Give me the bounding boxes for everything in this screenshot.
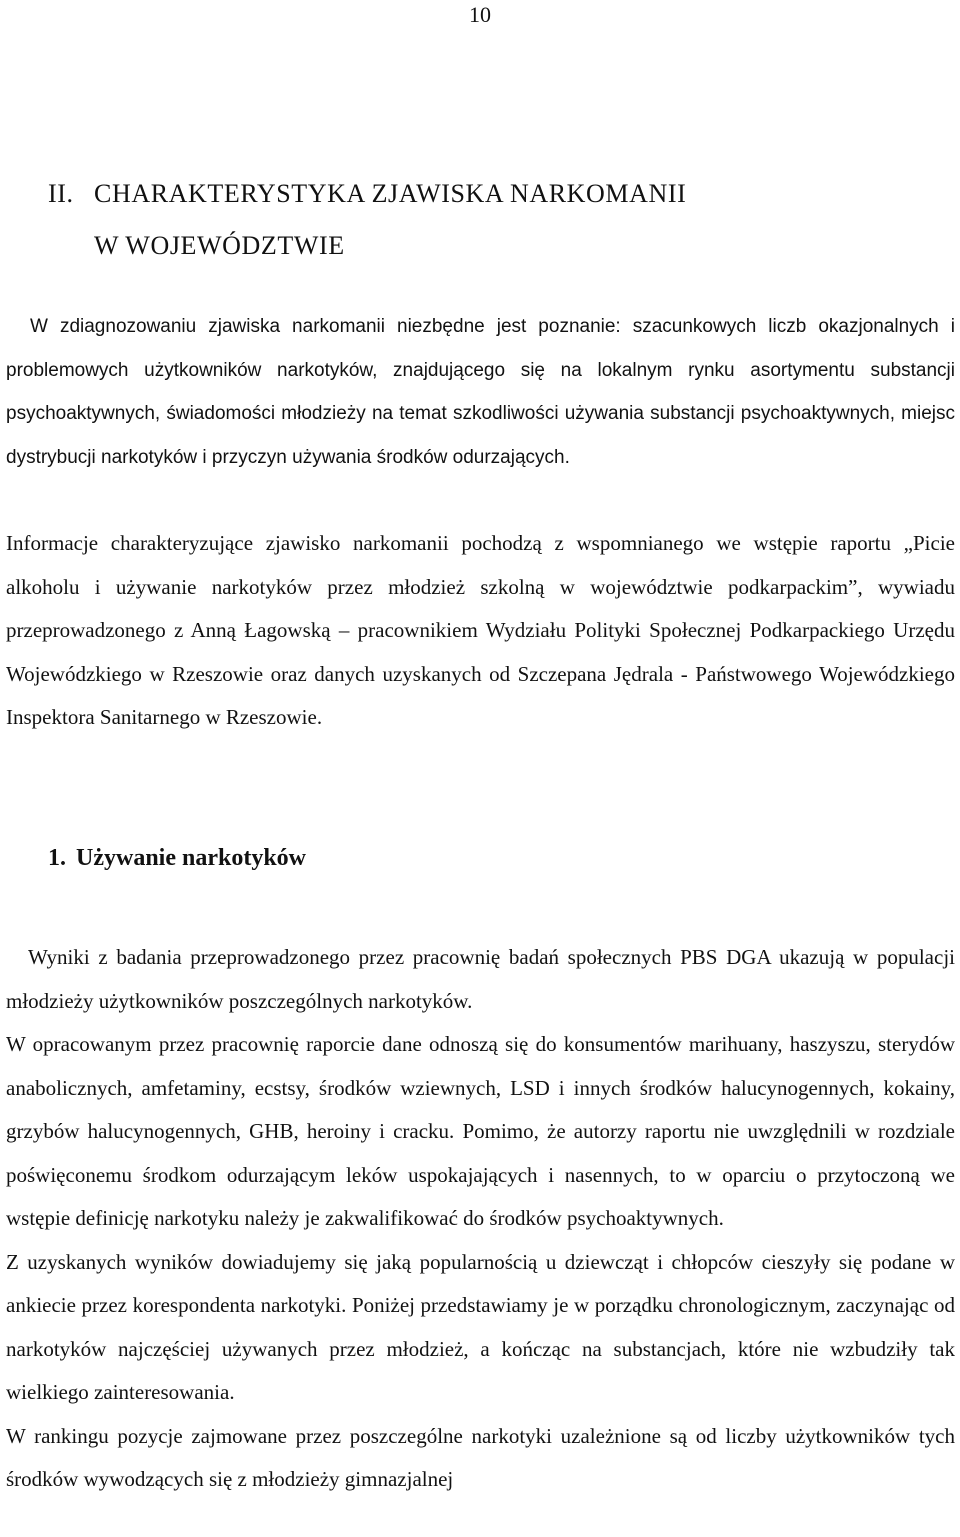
- section-paragraph-4: W rankingu pozycje zajmowane przez poszczególne narkotyki uzależnione są od liczby użytkowników tych środków wywodzących się z młodzieży gimnazjalnej: [6, 1423, 955, 1491]
- intro-paragraph: W zdiagnozowaniu zjawiska narkomanii niezbędne jest poznanie: szacunkowych liczb okazjonalnych i problemowych użytkowników narkotyków, znajdującego się na lokalnym rynku asortymentu substancji psychoaktywnych, świadomości młodzieży na temat szkodliwości używania substancji psychoaktywnych, miejsc dystrybucji narkotyków i przyczyn używania środków odurzających.: [6, 316, 955, 468]
- chapter-title-text-1: CHARAKTERYSTYKA ZJAWISKA NARKOMANII: [94, 179, 687, 208]
- sources-paragraph-block: [6, 522, 955, 740]
- chapter-number: II.: [48, 179, 74, 208]
- section-heading: [48, 838, 306, 878]
- chapter-title-line-1: [48, 168, 686, 220]
- section-paragraph-3: Z uzyskanych wyników dowiadujemy się jaką popularnością u dziewcząt i chłopców cieszyły się podane w ankiecie przez korespondenta narkotyki. Poniżej przedstawiamy je w porządku chronologicznym, zaczynając od narkotyków najczęściej używanych przez młodzież, a kończąc na substancjach, które nie wzbudziły tak wielkiego zainteresowania.: [6, 1249, 955, 1404]
- section-title: Używanie narkotyków: [76, 845, 307, 871]
- page-number: 10: [469, 2, 491, 27]
- section-paragraph-1: Wyniki z badania przeprowadzonego przez pracownię badań społecznych PBS DGA ukazują w populacji młodzieży użytkowników poszczególnych narkotyków.: [6, 945, 955, 1013]
- section-body: [6, 936, 955, 1502]
- section-paragraph-2: W opracowanym przez pracownię raporcie dane odnoszą się do konsumentów marihuany, haszyszu, sterydów anabolicznych, amfetaminy, ecstsy, środków wziewnych, LSD i innych środków halucynogennych, kokainy, grzybów halucynogennych, GHB, heroiny i cracku. Pomimo, że autorzy raportu nie uwzględnili w rozdziale poświęconemu środkom odurzającym leków uspokajających i nasennych, to w oparciu o przytoczoną we wstępie definicję narkotyku należy je zakwalifikować do środków psychoaktywnych.: [6, 1032, 955, 1230]
- section-number: 1.: [48, 845, 66, 871]
- chapter-title-line-2: W WOJEWÓDZTWIE: [94, 231, 345, 260]
- chapter-title: [48, 168, 686, 272]
- sources-paragraph: Informacje charakteryzujące zjawisko narkomanii pochodzą z wspomnianego we wstępie raportu „Picie alkoholu i używanie narkotyków przez młodzież szkolną w województwie podkarpackim”, wywiadu przeprowadzonego z Anną Łagowską – pracownikiem Wydziału Polityki Społecznej Podkarpackiego Urzędu Wojewódzkiego w Rzeszowie oraz danych uzyskanych od Szczepana Jędrala - Państwowego Wojewódzkiego Inspektora Sanitarnego w Rzeszowie.: [6, 531, 955, 729]
